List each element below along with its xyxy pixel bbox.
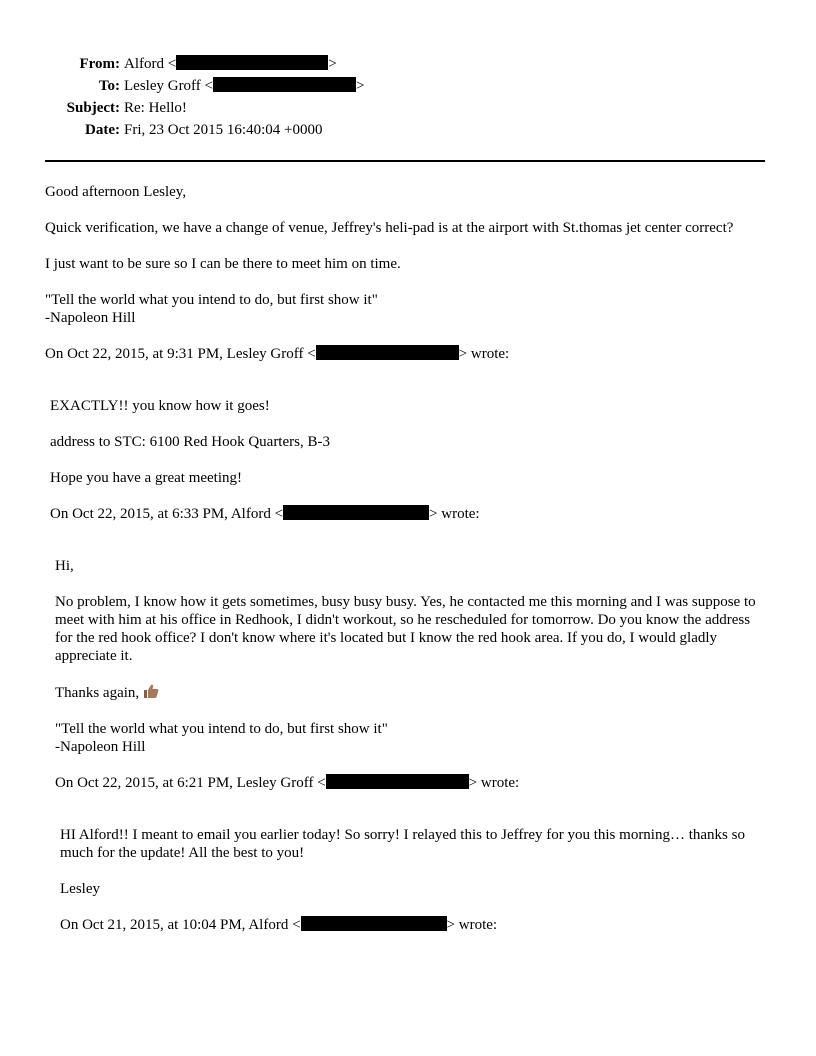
redacted-email: [213, 77, 356, 92]
quoted-reply-1: [50, 397, 770, 934]
reply-line: address to STC: 6100 Red Hook Quarters, B-3: [50, 434, 330, 450]
redacted-email: [301, 916, 447, 931]
greeting: Good afternoon Lesley,: [45, 184, 187, 200]
reply-line: EXACTLY!! you know how it goes!: [50, 398, 270, 414]
thumbs-up-icon: [143, 683, 159, 699]
from-row: From: Alford < >: [45, 53, 364, 75]
redacted-email: [326, 774, 469, 789]
reply-thanks: Thanks again,: [55, 683, 770, 702]
reply-signoff: Lesley: [60, 881, 100, 897]
reply-paragraph: HI Alford!! I meant to email you earlier today! So sorry! I relayed this to Jeffrey for you this morning… thanks so much for the update! All the best to you!: [60, 827, 745, 861]
reply-paragraph: No problem, I know how it gets sometimes, busy busy busy. Yes, he contacted me this morning and I was suppose to meet with him at his office in Redhook, I didn't workout, so he rescheduled for tomorrow. Do you know the address for the red hook office? I don't know where it's located but I know the red hook area. If you do, I would gladly appreciate it.: [55, 594, 756, 664]
date-value: Fri, 23 Oct 2015 16:40:04 +0000: [124, 122, 323, 138]
redacted-email: [176, 55, 328, 70]
quoted-reply-2: [55, 557, 770, 934]
to-label: To:: [98, 78, 120, 94]
to-name: Lesley Groff: [124, 78, 201, 94]
quote-attribution: On Oct 22, 2015, at 6:21 PM, Lesley Groff < > wrote:: [55, 775, 520, 791]
reply-line: Hope you have a great meeting!: [50, 470, 243, 486]
signature-quote: "Tell the world what you intend to do, but first show it" -Napoleon Hill: [55, 721, 388, 755]
from-name: Alford: [124, 56, 164, 72]
email-header: [45, 53, 364, 141]
signature-quote: "Tell the world what you intend to do, but first show it" -Napoleon Hill: [45, 292, 378, 326]
redacted-email: [316, 345, 459, 360]
quote-attribution: On Oct 22, 2015, at 9:31 PM, Lesley Groff < > wrote:: [45, 346, 510, 362]
date-row: [45, 119, 364, 141]
email-body: [45, 183, 770, 934]
quoted-reply-3: [60, 826, 770, 934]
redacted-email: [283, 505, 429, 520]
header-divider: [45, 160, 765, 162]
subject-value: Re: Hello!: [124, 100, 187, 116]
reply-line: Hi,: [55, 558, 74, 574]
quote-attribution: On Oct 21, 2015, at 10:04 PM, Alford < > wrote:: [60, 917, 498, 933]
from-label: From:: [79, 56, 120, 72]
to-row: To: Lesley Groff < >: [45, 75, 364, 97]
subject-row: [45, 97, 364, 119]
message-paragraph: I just want to be sure so I can be there to meet him on time.: [45, 256, 401, 272]
date-label: Date:: [85, 122, 120, 138]
subject-label: Subject:: [66, 100, 120, 116]
message-paragraph: Quick verification, we have a change of venue, Jeffrey's heli-pad is at the airport with St.thomas jet center correct?: [45, 220, 734, 236]
quote-attribution: On Oct 22, 2015, at 6:33 PM, Alford < > wrote:: [50, 506, 480, 522]
